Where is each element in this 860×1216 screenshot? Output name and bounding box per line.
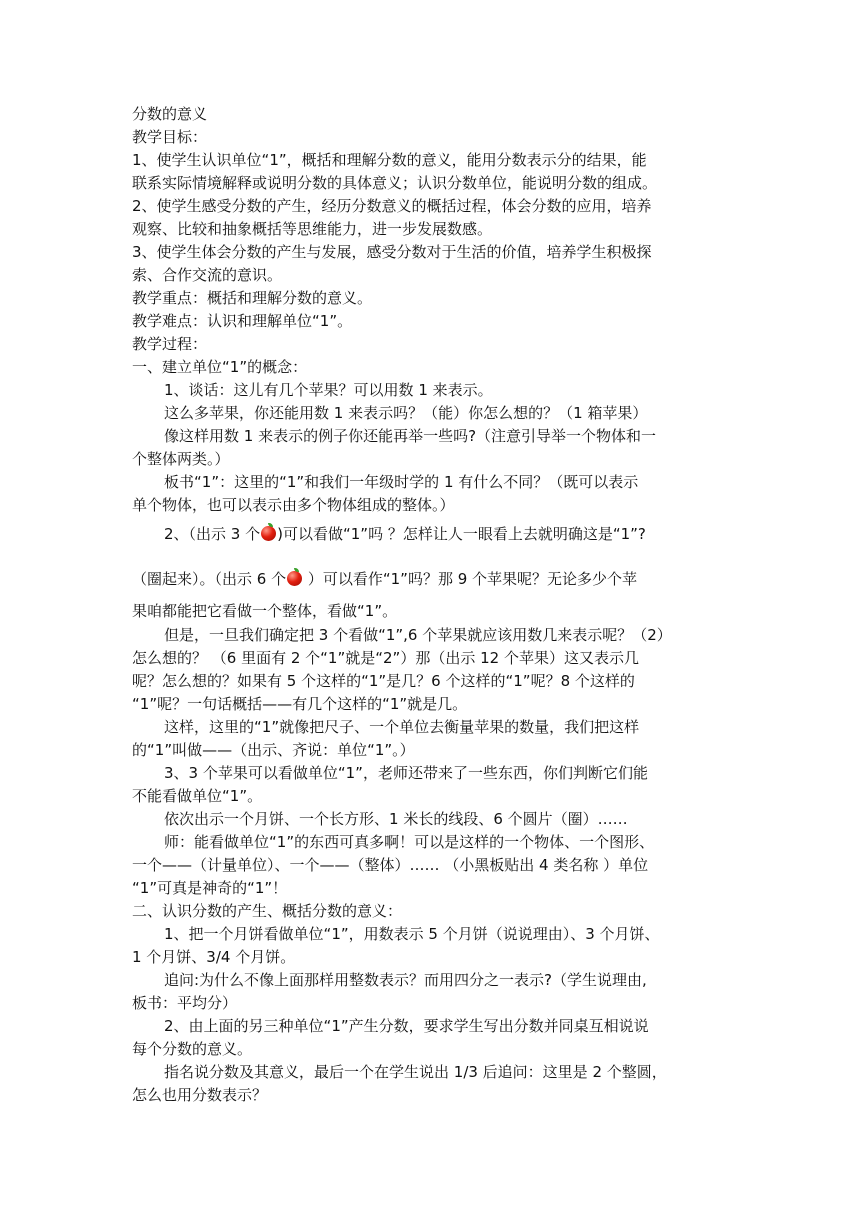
paragraph-continuation: 的“1”叫做——（出示、齐说：单位“1”。）	[132, 741, 415, 759]
paragraph: 这么多苹果，你还能用数 1 来表示吗？（能）你怎么想的？（1 箱苹果）	[164, 404, 648, 422]
doc-title: 分数的意义	[132, 105, 208, 123]
paragraph-continuation: 不能看做单位“1”。	[132, 787, 263, 805]
goal-1-line-2: 联系实际情境解释或说明分数的具体意义；认识分数单位，能说明分数的组成。	[132, 174, 658, 192]
paragraph-continuation: 1 个月饼、3/4 个月饼。	[132, 948, 296, 966]
paragraph-continuation: 单个物体，也可以表示由多个物体组成的整体。）	[132, 496, 455, 514]
paragraph: 指名说分数及其意义，最后一个在学生说出 1/3 后追问：这里是 2 个整圆，	[164, 1063, 667, 1081]
text-segment: )可以看做“1”吗 ？怎样让人一眼看上去就明确这是“1”?	[277, 525, 646, 543]
paragraph: 依次出示一个月饼、一个长方形、1 米长的线段、6 个圆片（圈）……	[164, 810, 628, 828]
section-2-heading: 二、认识分数的产生、概括分数的意义：	[132, 902, 403, 920]
paragraph: 但是，一旦我们确定把 3 个看做“1”,6 个苹果就应该用数几来表示呢？（2）	[164, 626, 672, 644]
paragraph: 追问:为什么不像上面那样用整数表示？而用四分之一表示?（学生说理由,	[164, 971, 647, 989]
paragraph-continuation: 一个——（计量单位）、一个——（整体）…… （小黑板贴出 4 类名称 ）单位	[132, 856, 649, 874]
text-segment: 2、（出示 3 个	[164, 525, 261, 543]
paragraph-with-apple	[132, 568, 637, 590]
goal-1-line-1: 1、使学生认识单位“1”，概括和理解分数的意义，能用分数表示分的结果，能	[132, 151, 647, 169]
key-point: 教学重点：概括和理解分数的意义。	[132, 289, 373, 307]
paragraph-with-apple	[164, 523, 646, 545]
goals-heading: 教学目标：	[132, 128, 208, 146]
paragraph-continuation: 板书：平均分）	[132, 994, 238, 1012]
paragraph-continuation: “1”呢？一句话概括——有几个这样的“1”就是几。	[132, 695, 468, 713]
paragraph: 1、把一个月饼看做单位“1”，用数表示 5 个月饼（说说理由）、3 个月饼、	[164, 925, 660, 943]
paragraph-continuation: 呢？怎么想的？如果有 5 个这样的“1”是几？6 个这样的“1”呢？8 个这样的	[132, 672, 635, 690]
paragraph-continuation: “1”可真是神奇的“1”！	[132, 879, 288, 897]
paragraph-continuation: 个整体两类。）	[132, 450, 230, 468]
text-segment: （圈起来）。（出示 6 个	[132, 570, 287, 588]
goal-3-line-1: 3、使学生体会分数的产生与发展，感受分数对于生活的价值，培养学生积极探	[132, 243, 652, 261]
paragraph-continuation: 果咱都能把它看做一个整体，看做“1”。	[132, 602, 398, 620]
apple-icon	[261, 526, 276, 541]
paragraph: 这样，这里的“1”就像把尺子、一个单位去衡量苹果的数量，我们把这样	[164, 718, 640, 736]
paragraph-continuation: 怎么想的？ （6 里面有 2 个“1”就是“2”）那（出示 12 个苹果）这又表示几	[132, 649, 639, 667]
apple-icon	[287, 571, 302, 586]
section-1-heading: 一、建立单位“1”的概念：	[132, 358, 308, 376]
paragraph: 板书“1”：这里的“1”和我们一年级时学的 1 有什么不同？（既可以表示	[164, 473, 639, 491]
paragraph-continuation: 怎么也用分数表示？	[132, 1086, 268, 1104]
goal-2-line-1: 2、使学生感受分数的产生，经历分数意义的概括过程，体会分数的应用，培养	[132, 197, 652, 215]
paragraph: 2、由上面的另三种单位“1”产生分数，要求学生写出分数并同桌互相说说	[164, 1017, 649, 1035]
process-heading: 教学过程：	[132, 335, 208, 353]
paragraph: 师：能看做单位“1”的东西可真多啊！可以是这样的一个物体、一个图形、	[164, 833, 655, 851]
paragraph-continuation: 每个分数的意义。	[132, 1040, 253, 1058]
paragraph: 像这样用数 1 来表示的例子你还能再举一些吗?（注意引导举一个物体和一	[164, 427, 657, 445]
goal-2-line-2: 观察、比较和抽象概括等思维能力，进一步发展数感。	[132, 220, 493, 238]
paragraph: 3、3 个苹果可以看做单位“1”，老师还带来了一些东西，你们判断它们能	[164, 764, 648, 782]
paragraph: 1、谈话：这儿有几个苹果？可以用数 1 来表示。	[164, 381, 493, 399]
goal-3-line-2: 索、合作交流的意识。	[132, 266, 283, 284]
text-segment: ）可以看作“1”吗？那 9 个苹果呢？无论多少个苹	[303, 570, 638, 588]
difficulty: 教学难点：认识和理解单位“1”。	[132, 312, 353, 330]
